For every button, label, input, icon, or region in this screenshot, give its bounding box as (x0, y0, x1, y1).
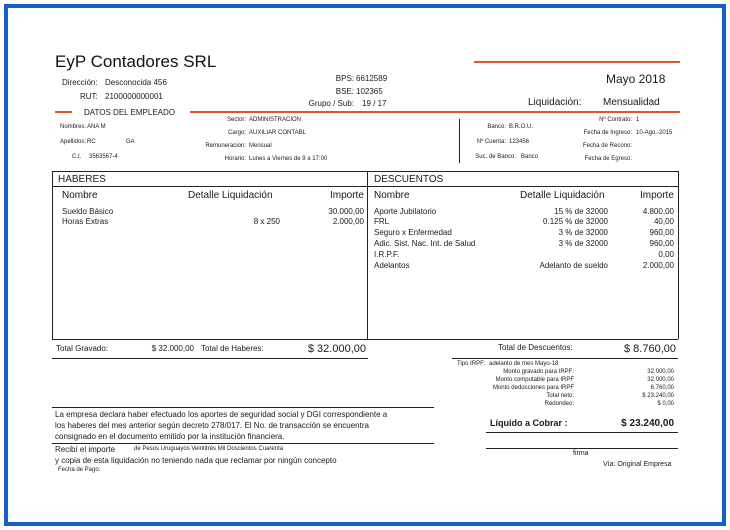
names-value: ANA M (87, 124, 106, 130)
haberes-col-name: Nombre (62, 190, 98, 201)
period: Mayo 2018 (606, 72, 666, 86)
reconoc-label: Fecha de Recono: (582, 143, 632, 149)
descuentos-row-name: Aporte Jubilatorio (374, 207, 437, 216)
liquido-cobrar-value: $ 23.240,00 (621, 418, 674, 429)
descuentos-row-detail: 3 % de 32000 (558, 239, 608, 248)
irpf-row-label: Total neto: (546, 393, 574, 399)
ci-value: 3563567-4 (89, 154, 118, 160)
irpf-row-value: 6.760,00 (650, 385, 674, 391)
horario-label: Horario: (224, 156, 246, 162)
descuentos-row-name: Adic. Sist. Nac. Int. de Salud (374, 239, 476, 248)
employee-section-title: DATOS DEL EMPLEADO (84, 108, 175, 117)
sector-value: ADMINISTRACION (249, 117, 302, 123)
descuentos-row-name: Adelantos (374, 261, 410, 270)
recibi-amount: de Pesos Uruguayos Veintitrés Mil Doscientos Cuarenta (134, 446, 284, 452)
descuentos-row-amount: 0,00 (658, 250, 674, 259)
table-left-border (52, 171, 53, 339)
bse-label: BSE: (335, 87, 354, 96)
group-value: 19 / 17 (362, 99, 387, 108)
declaration-bottomline (52, 443, 434, 444)
total-gravado-value: $ 32.000,00 (151, 344, 194, 353)
employee-section-line-right (190, 111, 680, 113)
total-descuentos-label: Total de Descuentos: (498, 343, 573, 352)
descuentos-row-amount: 40,00 (653, 217, 674, 226)
irpf-tipo-label: Tipo IRPF: (457, 361, 486, 367)
descuentos-col-amount: Importe (640, 190, 674, 201)
rut-label: RUT: (80, 92, 98, 101)
declaration-line-2: los haberes del mes anterior según decreto 278/017. El No. de transacción se encuentra (55, 421, 369, 430)
banco-value: B.R.O.U. (509, 124, 534, 130)
cargo-value: AUXILIAR CONTABL (249, 130, 306, 136)
suc-label: Suc. de Banco: (475, 154, 516, 160)
total-descuentos-value: $ 8.760,00 (624, 343, 676, 355)
descuentos-row-name: FRL (374, 217, 390, 226)
header-accent-line (474, 61, 680, 63)
ci-label: C.I. (72, 154, 82, 160)
haberes-title: HABERES (58, 174, 106, 185)
suc-value: Banco (521, 154, 539, 160)
horario-value: Lunes a Viernes de 9 a 17:00 (249, 156, 328, 162)
cuenta-value: 123456 (509, 139, 530, 145)
table-right-border (678, 171, 679, 339)
total-haberes-label: Total de Haberes: (201, 344, 264, 353)
contrato-label: Nº Contrato: (599, 117, 632, 123)
liquidacion-label: Liquidación: (528, 97, 582, 108)
table-mid-border (367, 171, 368, 339)
haberes-row-amount: 30.000,00 (328, 207, 364, 216)
totals-left-underline (52, 358, 368, 359)
descuentos-row-name: I.R.P.F. (374, 250, 400, 259)
surname-value-b: GA (126, 139, 135, 145)
sector-label: Sector: (226, 117, 246, 123)
ingreso-value: 10-Ago.-2015 (636, 130, 673, 136)
descuentos-row-detail: 3 % de 32000 (558, 228, 608, 237)
descuentos-row-amount: 960,00 (649, 228, 674, 237)
haberes-col-amount: Importe (330, 190, 364, 201)
surname-label: Apellidos: (59, 139, 86, 145)
contrato-value: 1 (636, 117, 640, 123)
total-gravado-label: Total Gravado: (56, 344, 109, 353)
address-label: Dirección: (62, 78, 98, 87)
irpf-row-label: Monto gravado para IRPF: (503, 369, 574, 375)
rut-value: 2100000000001 (105, 92, 163, 101)
descuentos-col-name: Nombre (374, 190, 410, 201)
group-label: Grupo / Sub: (308, 99, 354, 108)
surname-value-a: RC (87, 139, 96, 145)
declaration-topline (52, 407, 434, 408)
remuneracion-label: Remuneracion: (205, 143, 246, 149)
irpf-row-label: Redondeo: (544, 401, 574, 407)
haberes-row-detail: 8 x 250 (253, 217, 280, 226)
ingreso-label: Fecha de Ingreso: (583, 130, 632, 136)
liquido-cobrar-label: Líquido a Cobrar : (490, 418, 568, 428)
descuentos-row-amount: 4.800,00 (642, 207, 674, 216)
descuentos-row-detail: 15 % de 32000 (554, 207, 608, 216)
declaration-line-3: consignado en el documento emitido por la institución financiera. (55, 432, 285, 441)
descuentos-col-detail: Detalle Liquidación (520, 190, 605, 201)
irpf-row-label: Monto deducciones para IRPF (492, 385, 574, 391)
via-label: Vía: Original Empresa (603, 461, 672, 468)
egreso-label: Fecha de Egreso: (584, 156, 632, 162)
descuentos-row-amount: 2.000,00 (642, 261, 674, 270)
haberes-row-name: Horas Extras (62, 217, 109, 226)
totals-right-underline (452, 358, 678, 359)
irpf-row-value: $ 23.240,00 (642, 393, 674, 399)
bps-value: 6612589 (356, 74, 388, 83)
copia-text: y copia de esta liquidación no teniendo nada que reclamar por ningún concepto (55, 456, 337, 465)
descuentos-row-amount: 960,00 (649, 239, 674, 248)
haberes-row-amount: 2.000,00 (332, 217, 364, 226)
company-name: EyP Contadores SRL (55, 52, 217, 71)
total-haberes-value: $ 32.000,00 (307, 343, 366, 355)
cargo-label: Cargo: (227, 130, 246, 136)
declaration-line-1: La empresa declara haber efectuado los aportes de seguridad social y DGI correspondiente a (55, 410, 388, 419)
descuentos-row-detail: 0.125 % de 32000 (543, 217, 608, 226)
table-header-border (52, 186, 678, 187)
remuneracion-value: Mensual (249, 143, 272, 149)
fecha-pago-label: Fecha de Pago: (58, 467, 101, 473)
names-label: Nombres: (59, 124, 86, 130)
signature-line (486, 448, 678, 449)
irpf-row-value: 32.000,00 (647, 377, 674, 383)
cobrar-underline (486, 432, 678, 433)
employee-section-line-left (55, 111, 72, 113)
table-bottom-border (52, 339, 678, 340)
descuentos-row-detail: Adelanto de sueldo (539, 261, 608, 270)
irpf-row-label: Monto computable para IRPF (495, 377, 574, 383)
haberes-col-detail: Detalle Liquidación (188, 190, 273, 201)
table-top-border (52, 171, 678, 172)
recibi-prefix: Recibí el importe (55, 445, 116, 454)
bps-label: BPS: (335, 74, 354, 83)
descuentos-title: DESCUENTOS (374, 174, 444, 185)
signature-label: firma (573, 450, 589, 457)
irpf-tipo-value: adelanto de mes Mayo-18 (489, 361, 559, 367)
cuenta-label: Nº Cuenta: (476, 139, 506, 145)
banco-label: Banco: (487, 124, 506, 130)
address-value: Desconocida 456 (105, 78, 167, 87)
irpf-row-value: 32.000,00 (647, 369, 674, 375)
liquidacion-value: Mensualidad (603, 97, 660, 108)
bse-value: 102365 (356, 87, 383, 96)
descuentos-row-name: Seguro x Enfermedad (374, 228, 452, 237)
irpf-row-value: $ 0,00 (657, 401, 674, 407)
haberes-row-name: Sueldo Básico (62, 207, 114, 216)
